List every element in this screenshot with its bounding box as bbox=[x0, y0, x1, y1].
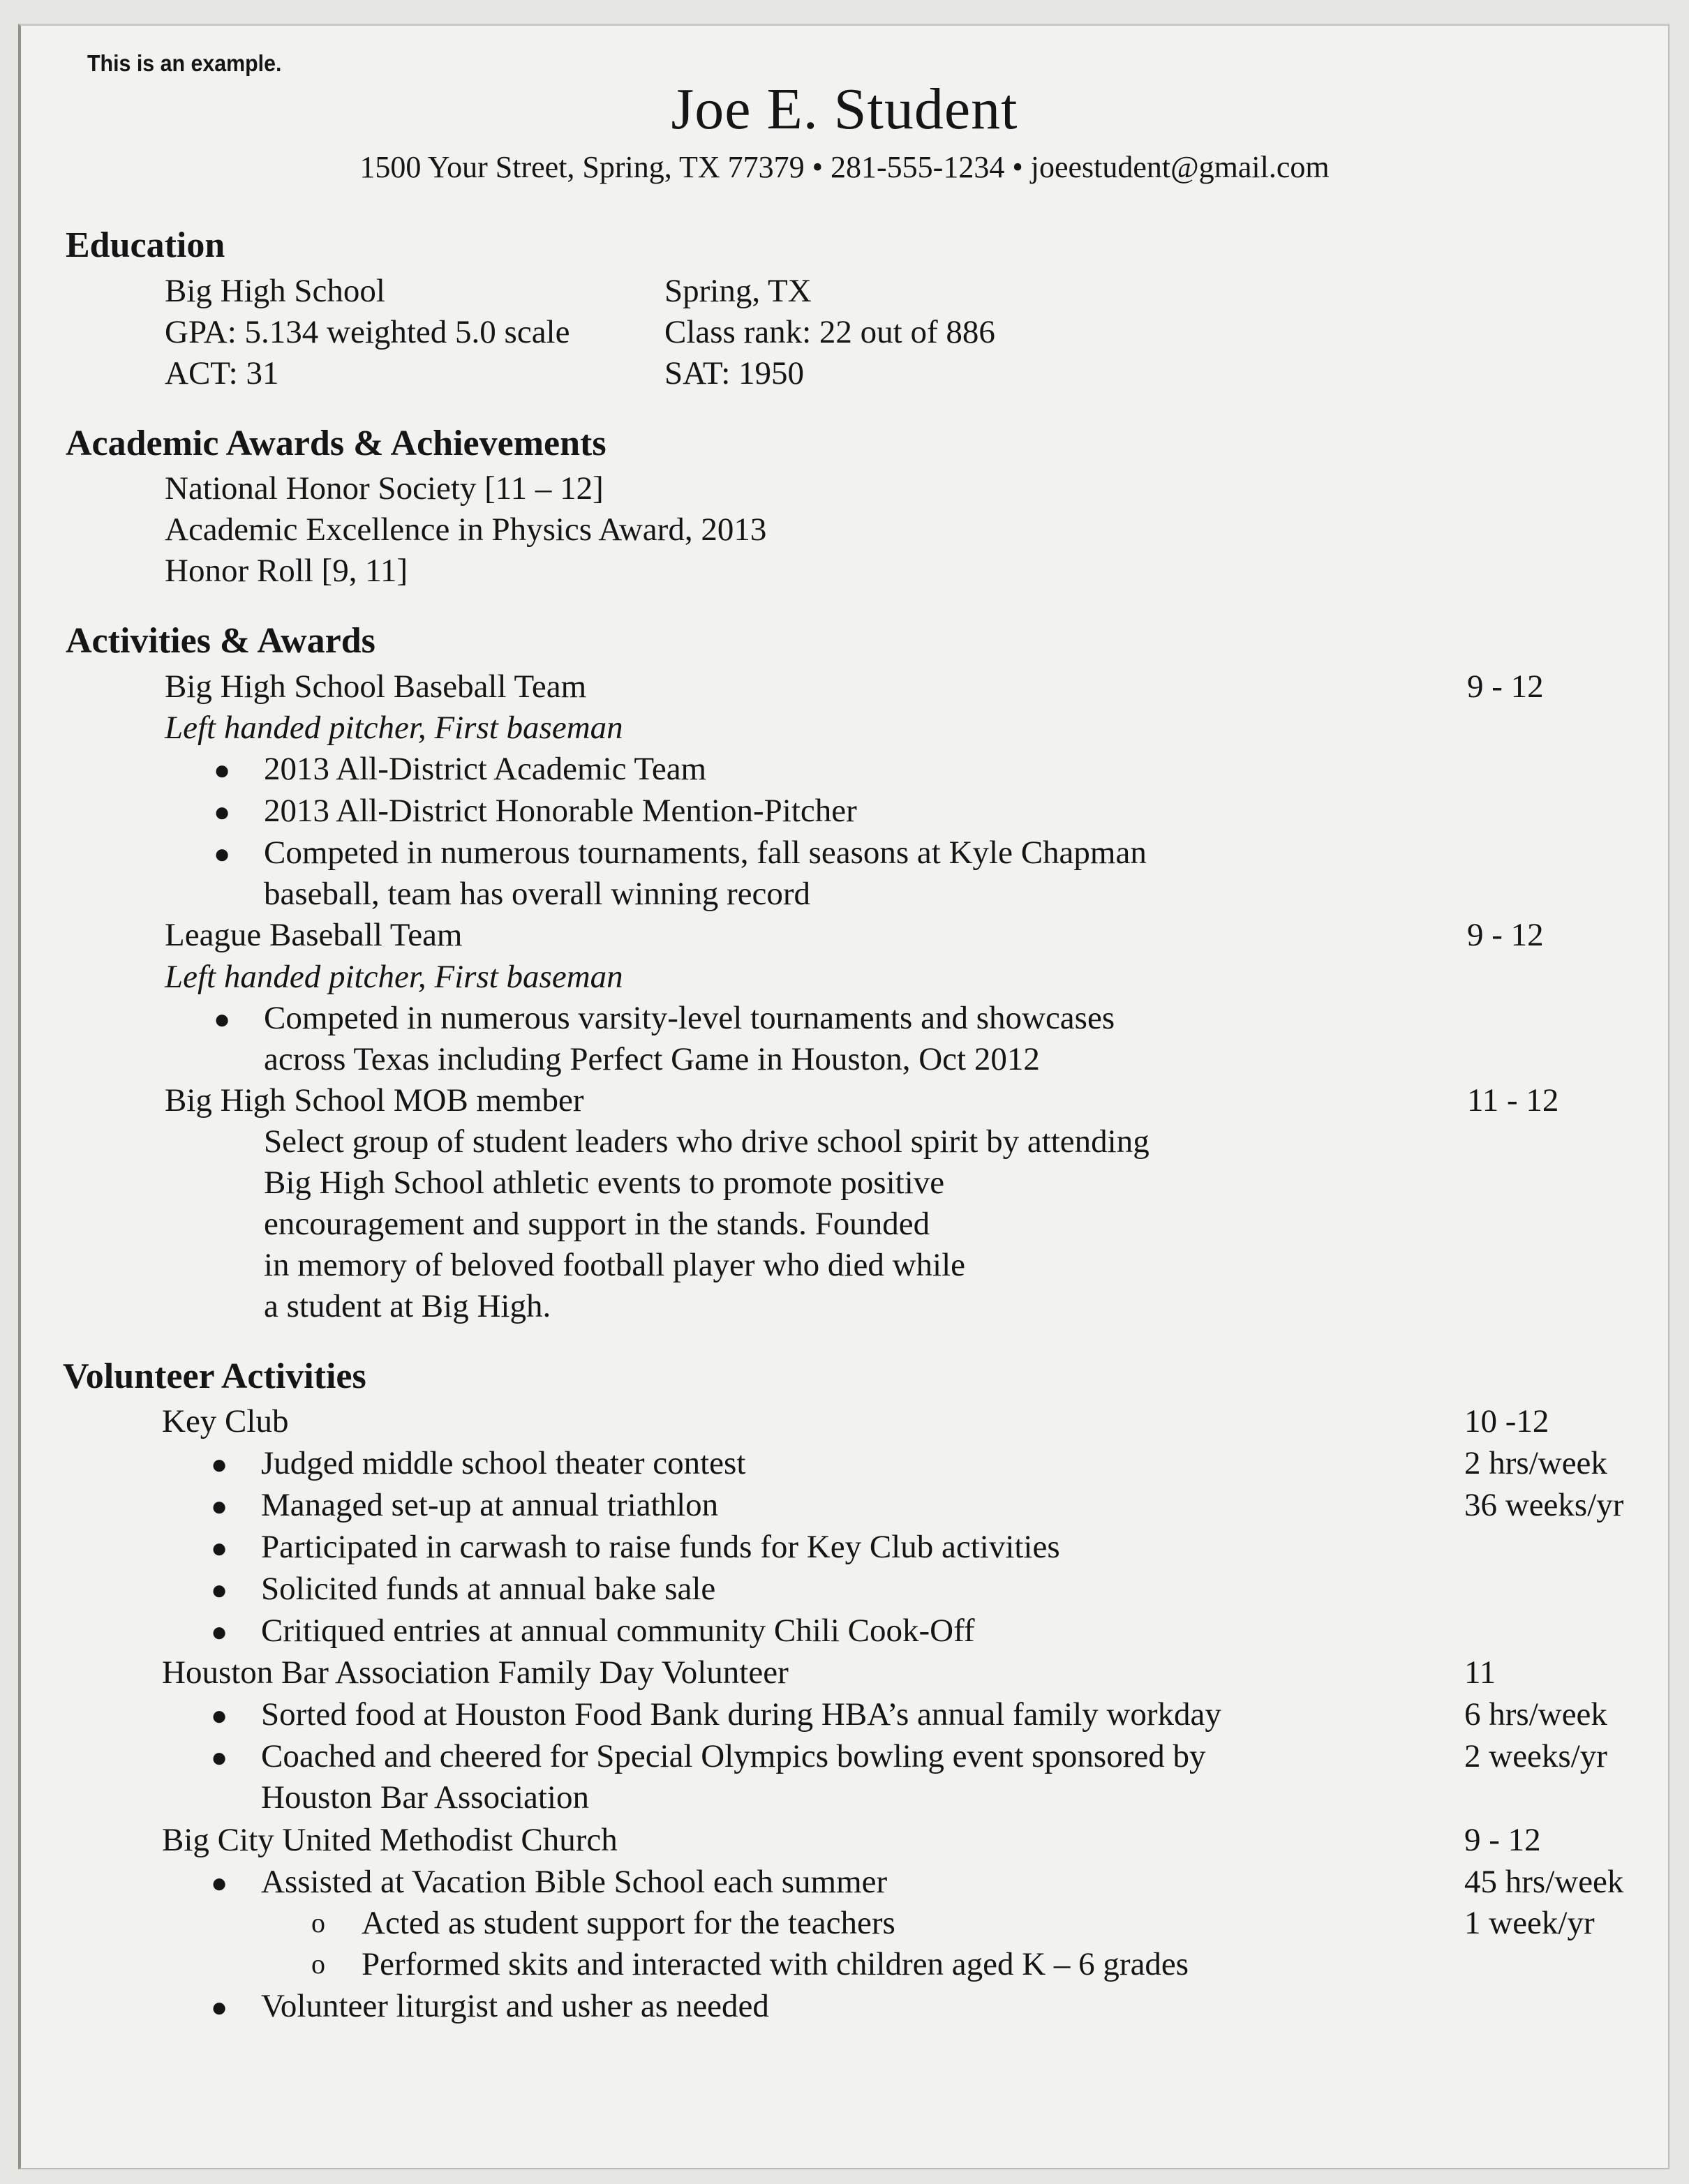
bullet-text: Solicited funds at annual bake sale bbox=[261, 1571, 716, 1607]
bullet-text: Competed in numerous varsity-level tournaments and showcases bbox=[264, 1000, 1115, 1036]
bullet-text-continued: Houston Bar Association bbox=[261, 1779, 589, 1816]
volunteer-title: Key Club bbox=[162, 1403, 289, 1439]
bullet-icon: ● bbox=[211, 1700, 228, 1731]
example-note: This is an example. bbox=[87, 50, 282, 76]
activity-title: League Baseball Team bbox=[165, 917, 463, 953]
bullet-text: Sorted food at Houston Food Bank during HBA’s annual family workday bbox=[261, 1696, 1221, 1733]
volunteer-weeks: 36 weeks/yr bbox=[1464, 1487, 1624, 1523]
sub-bullet-text: Performed skits and interacted with children aged K – 6 grades bbox=[362, 1946, 1189, 1982]
volunteer-years: 10 -12 bbox=[1464, 1403, 1549, 1439]
bullet-icon: ● bbox=[211, 1616, 228, 1647]
volunteer-years: 9 - 12 bbox=[1464, 1822, 1541, 1858]
gpa: GPA: 5.134 weighted 5.0 scale bbox=[165, 314, 570, 350]
bullet-text: 2013 All-District Academic Team bbox=[264, 751, 707, 787]
description-line: a student at Big High. bbox=[264, 1288, 551, 1324]
volunteer-hours: 2 hrs/week bbox=[1464, 1445, 1607, 1481]
activity-title: Big High School MOB member bbox=[165, 1082, 584, 1119]
bullet-text: Judged middle school theater contest bbox=[261, 1445, 746, 1481]
bullet-icon: ● bbox=[214, 1003, 231, 1035]
volunteer-hours: 6 hrs/week bbox=[1464, 1696, 1607, 1733]
bullet-icon: ● bbox=[214, 838, 231, 869]
bullet-icon: ● bbox=[214, 754, 231, 786]
academic-heading: Academic Awards & Achievements bbox=[66, 424, 607, 463]
contact-line: 1500 Your Street, Spring, TX 77379 • 281-555-1234 • joeestudent@gmail.com bbox=[359, 150, 1330, 184]
bullet-icon: ● bbox=[214, 796, 231, 828]
bullet-icon: ● bbox=[211, 1991, 228, 2023]
activity-years: 11 - 12 bbox=[1467, 1082, 1559, 1119]
act-score: ACT: 31 bbox=[165, 355, 279, 391]
academic-item: Honor Roll [9, 11] bbox=[165, 553, 408, 589]
description-line: Big High School athletic events to promote positive bbox=[264, 1165, 945, 1201]
bullet-icon: ● bbox=[211, 1449, 228, 1480]
bullet-text: Participated in carwash to raise funds for Key Club activities bbox=[261, 1529, 1060, 1565]
bullet-text-continued: baseball, team has overall winning record bbox=[264, 876, 811, 912]
academic-item: Academic Excellence in Physics Award, 2013 bbox=[165, 511, 767, 548]
bullet-text: Competed in numerous tournaments, fall seasons at Kyle Chapman bbox=[264, 835, 1147, 871]
resume-name: Joe E. Student bbox=[671, 77, 1018, 142]
volunteer-years: 11 bbox=[1464, 1654, 1496, 1691]
activity-years: 9 - 12 bbox=[1467, 668, 1544, 705]
bullet-text: Critiqued entries at annual community Chili Cook-Off bbox=[261, 1613, 975, 1649]
volunteer-weeks: 2 weeks/yr bbox=[1464, 1738, 1607, 1774]
sub-bullet-text: Acted as student support for the teachers bbox=[362, 1905, 895, 1941]
education-heading: Education bbox=[66, 225, 225, 265]
bullet-text: Coached and cheered for Special Olympics bowling event sponsored by bbox=[261, 1738, 1206, 1774]
volunteer-title: Houston Bar Association Family Day Volunteer bbox=[162, 1654, 789, 1691]
volunteer-title: Big City United Methodist Church bbox=[162, 1822, 618, 1858]
volunteer-heading: Volunteer Activities bbox=[63, 1356, 366, 1396]
bullet-text: Managed set-up at annual triathlon bbox=[261, 1487, 719, 1523]
bullet-text: Assisted at Vacation Bible School each summer bbox=[261, 1864, 888, 1900]
bullet-icon: ● bbox=[211, 1867, 228, 1899]
description-line: Select group of student leaders who drive school spirit by attending bbox=[264, 1123, 1149, 1160]
volunteer-hours: 45 hrs/week bbox=[1464, 1864, 1624, 1900]
class-rank: Class rank: 22 out of 886 bbox=[664, 314, 995, 350]
bullet-text-continued: across Texas including Perfect Game in Houston, Oct 2012 bbox=[264, 1041, 1040, 1077]
bullet-icon: ● bbox=[211, 1742, 228, 1773]
bullet-text: 2013 All-District Honorable Mention-Pitcher bbox=[264, 793, 857, 829]
activity-role: Left handed pitcher, First baseman bbox=[165, 959, 623, 995]
activities-heading: Activities & Awards bbox=[66, 621, 375, 661]
academic-item: National Honor Society [11 – 12] bbox=[165, 470, 604, 507]
school-name: Big High School bbox=[165, 273, 385, 309]
volunteer-weeks: 1 week/yr bbox=[1464, 1905, 1595, 1941]
bullet-icon: ● bbox=[211, 1574, 228, 1606]
description-line: in memory of beloved football player who died while bbox=[264, 1247, 966, 1283]
sub-bullet-icon: o bbox=[311, 1948, 325, 1980]
school-location: Spring, TX bbox=[664, 273, 812, 309]
activity-years: 9 - 12 bbox=[1467, 917, 1544, 953]
activity-title: Big High School Baseball Team bbox=[165, 668, 587, 705]
sub-bullet-icon: o bbox=[311, 1907, 325, 1938]
bullet-icon: ● bbox=[211, 1532, 228, 1564]
bullet-icon: ● bbox=[211, 1490, 228, 1522]
activity-role: Left handed pitcher, First baseman bbox=[165, 710, 623, 746]
sat-score: SAT: 1950 bbox=[664, 355, 805, 391]
description-line: encouragement and support in the stands. Founded bbox=[264, 1206, 930, 1242]
bullet-text: Volunteer liturgist and usher as needed bbox=[261, 1988, 769, 2024]
